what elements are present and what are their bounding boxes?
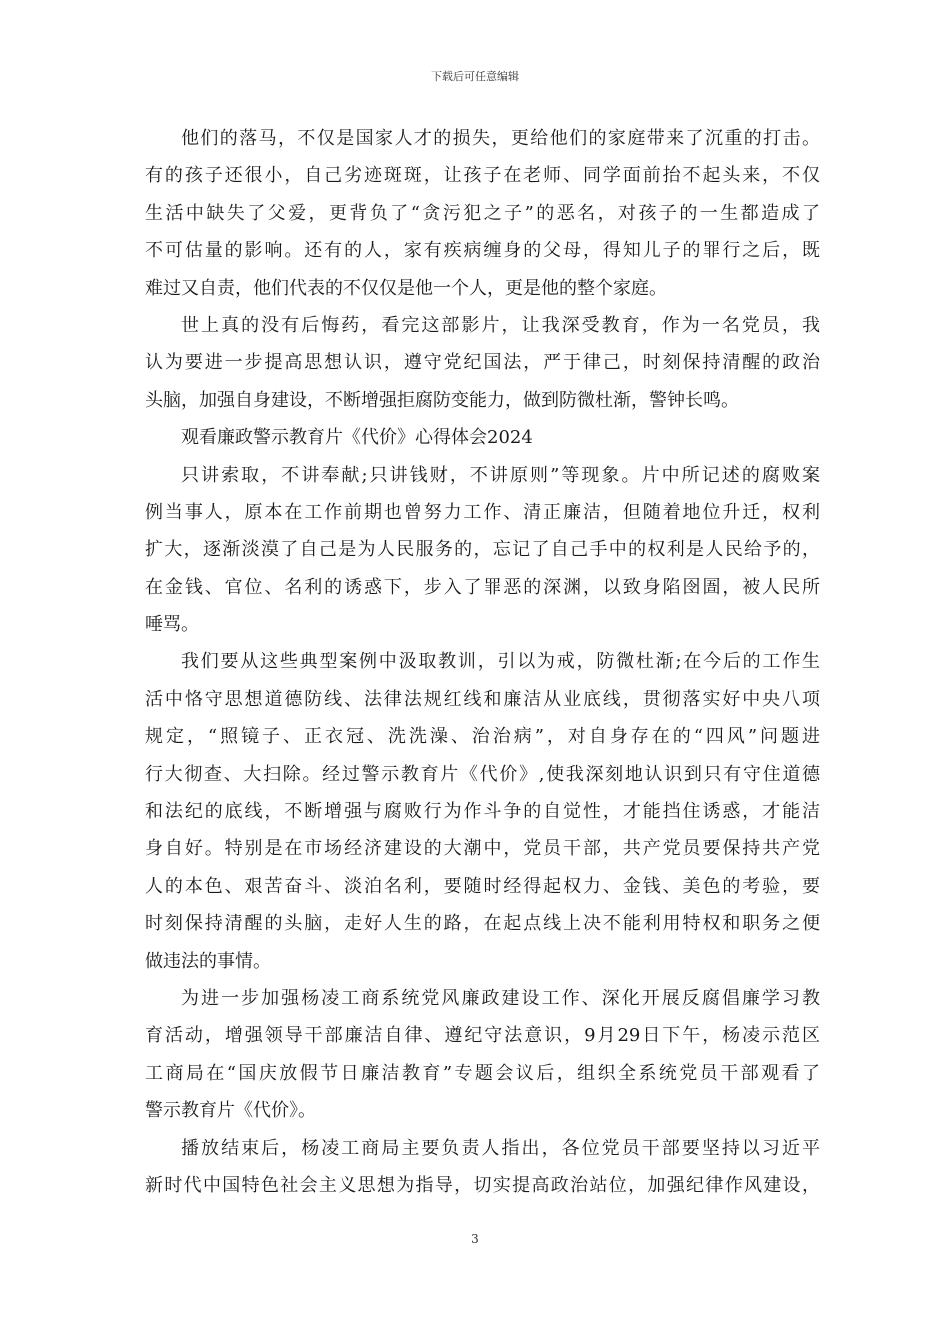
- text-line: 他们的落马，不仅是国家人才的损失，更给他们的家庭带来了沉重的打击。: [181, 128, 820, 149]
- text-line: 例当事人，原本在工作前期也曾努力工作、清正廉洁，但随着地位升迁，权利: [145, 501, 820, 523]
- text-line: 育活动，增强领导干部廉洁自律、遵纪守法意识，9月29日下午，杨凌示范区: [145, 1025, 820, 1047]
- text-line: 我们要从这些典型案例中汲取教训，引以为戒，防微杜渐;在今后的工作生: [181, 651, 820, 673]
- text-line: 世上真的没有后悔药，看完这部影片，让我深受教育，作为一名党员，我: [181, 314, 820, 336]
- paragraph: [145, 980, 820, 1130]
- paragraph: [145, 1130, 820, 1205]
- paragraph: [145, 120, 820, 307]
- text-line: 做违法的事情。: [145, 950, 271, 972]
- text-line: 和法纪的底线，不断增强与腐败行为作斗争的自觉性，才能挡住诱惑，才能洁: [145, 801, 820, 823]
- text-line: 不可估量的影响。还有的人，家有疾病缠身的父母，得知儿子的罪行之后，既: [145, 240, 820, 262]
- text-line: 新时代中国特色社会主义思想为指导，切实提高政治站位，加强纪律作风建设，: [145, 1174, 820, 1196]
- text-line: 身自好。特别是在市场经济建设的大潮中，党员干部，共产党员要保持共产党: [145, 838, 820, 860]
- page-header: 下载后可任意编辑: [431, 70, 519, 83]
- paragraph: [145, 457, 820, 644]
- text-line: 规定，“照镜子、正衣冠、洗洗澡、治治病”，对自身存在的“四风”问题进: [145, 726, 820, 748]
- text-line: 有的孩子还很小，自己劣迹斑斑，让孩子在老师、同学面前抬不起头来，不仅: [145, 165, 820, 187]
- text-line: 唾骂。: [145, 614, 199, 636]
- text-line: 难过又自责，他们代表的不仅仅是他一个人，更是他的整个家庭。: [145, 277, 667, 299]
- text-line: 在金钱、官位、名利的诱惑下，步入了罪恶的深渊，以致身陷囹圄，被人民所: [145, 576, 820, 598]
- text-line: 生活中缺失了父爱，更背负了“贪污犯之子”的恶名，对孩子的一生都造成了: [145, 202, 820, 224]
- text-line: 只讲索取，不讲奉献;只讲钱财，不讲原则”等现象。片中所记述的腐败案: [181, 464, 820, 486]
- text-line: 扩大，逐渐淡漠了自己是为人民服务的，忘记了自己手中的权利是人民给予的，: [145, 539, 820, 561]
- text-line: 时刻保持清醒的头脑，走好人生的路，在起点线上决不能利用特权和职务之便: [145, 913, 820, 935]
- text-line: 播放结束后，杨凌工商局主要负责人指出，各位党员干部要坚持以习近平: [181, 1137, 820, 1159]
- section-title: [145, 419, 820, 456]
- text-line: 认为要进一步提高思想认识，遵守党纪国法，严于律己，时刻保持清醒的政治: [145, 352, 820, 374]
- text-line: 工商局在“国庆放假节日廉洁教育”专题会议后，组织全系统党员干部观看了: [145, 1062, 820, 1084]
- text-line: 活中恪守思想道德防线、法律法规红线和廉洁从业底线，贯彻落实好中央八项: [145, 688, 820, 710]
- document-body: [145, 120, 820, 1204]
- page-number: 3: [471, 1232, 479, 1246]
- paragraph: [145, 307, 820, 419]
- text-line: 行大彻查、大扫除。经过警示教育片《代价》,使我深刻地认识到只有守住道德: [145, 763, 820, 785]
- text-line: 人的本色、艰苦奋斗、淡泊名利，要随时经得起权力、金钱、美色的考验，要: [145, 875, 820, 897]
- text-line: 警示教育片《代价》。: [145, 1100, 316, 1122]
- text-line: 为进一步加强杨凌工商系统党风廉政建设工作、深化开展反腐倡廉学习教: [181, 987, 820, 1009]
- text-line: 头脑，加强自身建设，不断增强拒腐防变能力，做到防微杜渐，警钟长鸣。: [145, 389, 739, 411]
- paragraph: [145, 643, 820, 980]
- text-line: 观看廉政警示教育片《代价》心得体会2024: [181, 427, 533, 449]
